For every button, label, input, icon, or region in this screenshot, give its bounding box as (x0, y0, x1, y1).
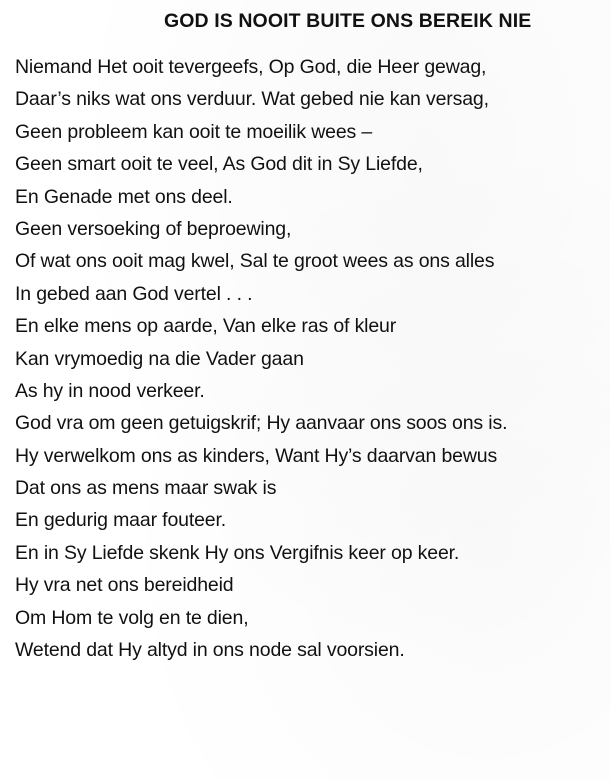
poem-line: En elke mens op aarde, Van elke ras of kleur (15, 315, 397, 338)
poem-line: Om Hom te volg en te dien, (15, 606, 249, 629)
poem-line: In gebed aan God vertel . . . (15, 282, 253, 305)
poem-line: Of wat ons ooit mag kwel, Sal te groot wees as ons alles (15, 250, 495, 273)
poem-line: Hy verwelkom ons as kinders, Want Hy’s daarvan bewus (15, 444, 498, 467)
poem-line: Daar’s niks wat ons verduur. Wat gebed nie kan versag, (15, 88, 489, 111)
poem-title: GOD IS NOOIT BUITE ONS BEREIK NIE (164, 10, 532, 32)
poem-line: Wetend dat Hy altyd in ons node sal voorsien. (15, 639, 405, 662)
poem-line: As hy in nood verkeer. (15, 379, 205, 402)
poem-line: En in Sy Liefde skenk Hy ons Vergifnis keer op keer. (15, 541, 460, 564)
poem-line: Geen smart ooit te veel, As God dit in Sy Liefde, (15, 153, 423, 176)
poem-line: Kan vrymoedig na die Vader gaan (15, 347, 304, 370)
poem-line: Dat ons as mens maar swak is (15, 477, 277, 500)
poem-line: Niemand Het ooit tevergeefs, Op God, die Heer gewag, (15, 56, 487, 78)
poem-line: Hy vra net ons bereidheid (15, 574, 234, 597)
poem-line: En gedurig maar fouteer. (15, 509, 227, 532)
poem-line: Geen probleem kan ooit te moeilik wees – (15, 120, 373, 143)
poem-line: En Genade met ons deel. (15, 185, 233, 208)
poem-body (15, 51, 507, 666)
poem-line: God vra om geen getuigskrif; Hy aanvaar ons soos ons is. (15, 412, 508, 435)
poem-line: Geen versoeking of beproewing, (15, 217, 292, 240)
